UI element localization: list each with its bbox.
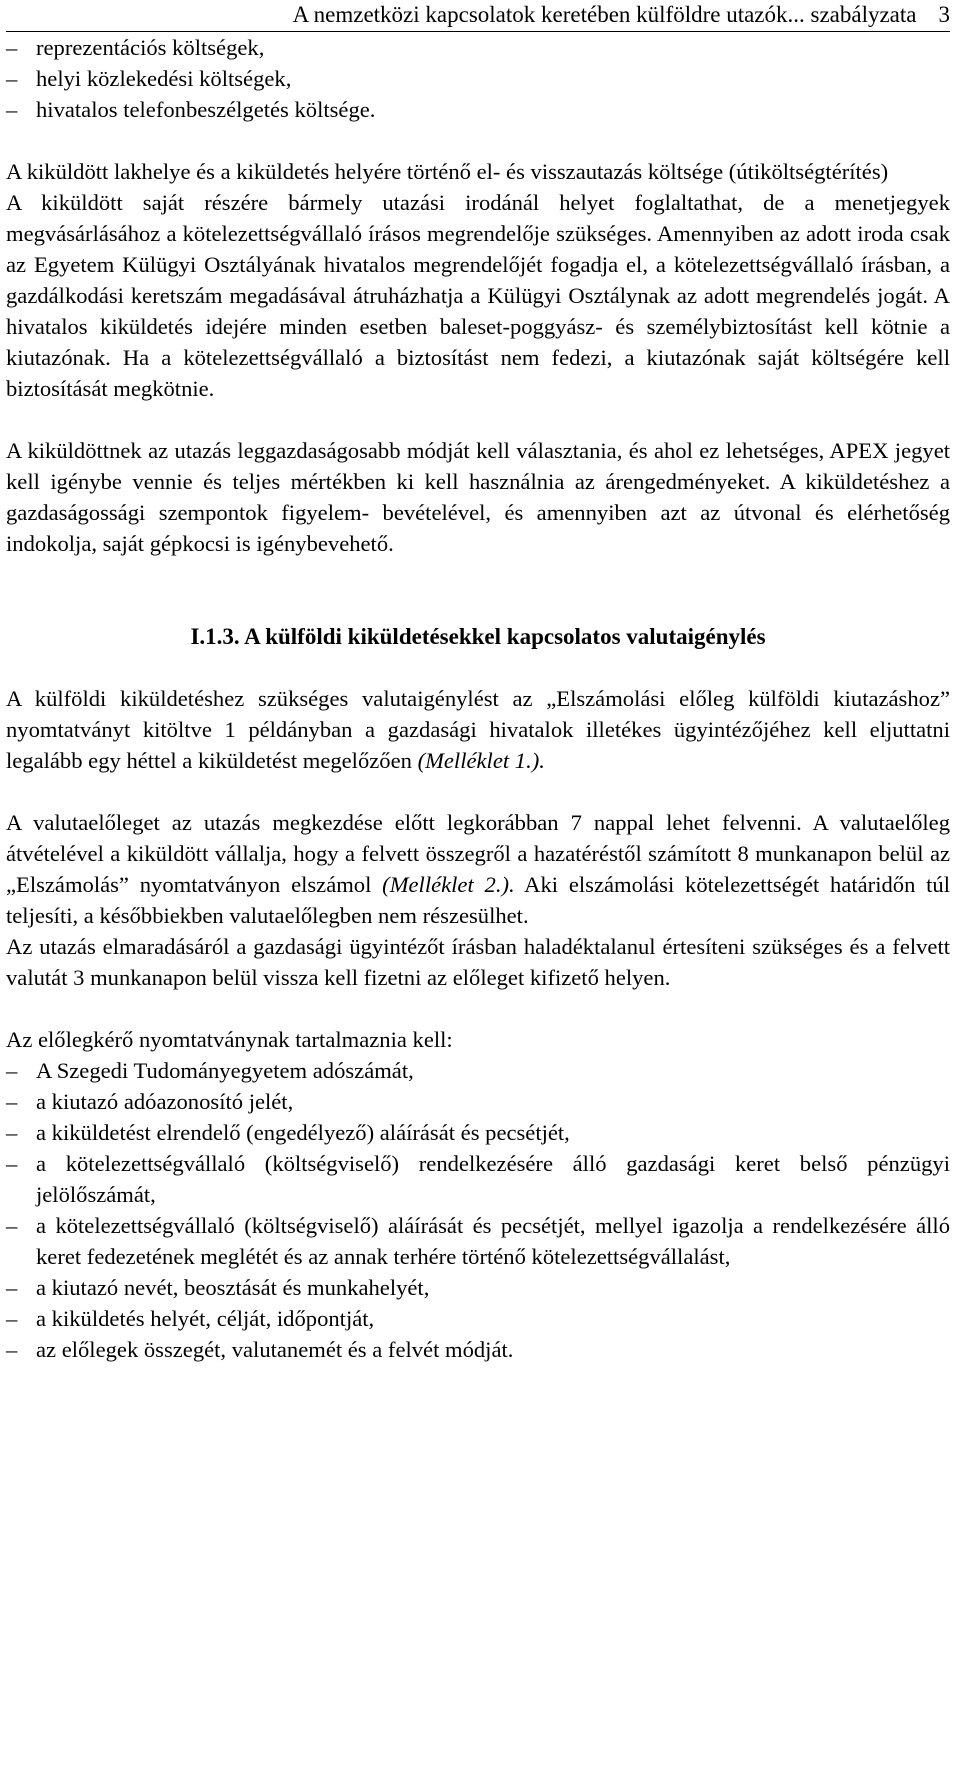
list-item: – A Szegedi Tudományegyetem adószámát, — [6, 1055, 950, 1086]
list-item: – a kiküldetést elrendelő (engedélyező) aláírását és pecsétjét, — [6, 1117, 950, 1148]
list-item: – a kiutazó nevét, beosztását és munkahelyét, — [6, 1272, 950, 1303]
advance-text-continued: Aki elszámolási kötelezettségét határidőn túl teljesíti, a későbbiekben valutaelőlegben nem részesülhet. — [6, 872, 950, 928]
cancellation-paragraph: Az utazás elmaradásáról a gazdasági ügyintézőt írásban haladéktalanul értesíteni szükséges és a felvett valutát 3 munkanapon belül vissza kell fizetni az előleget kifizető helyen. — [6, 934, 950, 990]
travel-cost-title: A kiküldött lakhelye és a kiküldetés helyére történő el- és visszautazás költsége (útiköltségtérítés) — [6, 159, 889, 184]
currency-request-paragraph — [6, 683, 950, 776]
apex-paragraph: A kiküldöttnek az utazás leggazdaságosabb módját kell választania, és ahol ez lehetséges, APEX jegyet kell igénybe vennie és teljes mértékben ki kell használnia az árengedményeket. A kiküldetéshez a gazdaságossági szempontok figyelem- bevételével, és amennyiben azt az útvonal és elérhetőség indokolja, saját gépkocsi is igénybevehető. — [6, 438, 950, 556]
form-requirements-intro: Az előlegkérő nyomtatványnak tartalmaznia kell: — [6, 1027, 453, 1052]
list-item: – az előlegek összegét, valutanemét és a felvét módját. — [6, 1334, 950, 1365]
running-header — [6, 0, 950, 32]
form-requirements-list — [6, 1055, 950, 1365]
list-item: – hivatalos telefonbeszélgetés költsége. — [6, 94, 950, 125]
list-item: – a kötelezettségvállaló (költségviselő) aláírását és pecsétjét, mellyel igazolja a rendelkezésére álló keret fedezetének meglétét és az annak terhére történő kötelezettségvállalást, — [6, 1210, 950, 1272]
list-item: – a kiküldetés helyét, célját, időpontját, — [6, 1303, 950, 1334]
annex-reference: (Melléklet 1.). — [417, 748, 545, 773]
list-item: – reprezentációs költségek, — [6, 32, 950, 63]
annex-reference: (Melléklet 2.). — [382, 872, 515, 897]
travel-cost-body: A kiküldött saját részére bármely utazási irodánál helyet foglaltathat, de a menetjegyek megvásárlásához a kötelezettségvállaló írásos megrendelője szükséges. Amennyiben az adott iroda csak az Egyetem Külügyi Osztályának hivatalos megrendelőjét fogadja el, a kötelezettségvállaló írásban, a gazdálkodási keretszám megadásával átruházhatja a Külügyi Osztálynak az adott megrendelés jogát. A hivatalos kiküldetés idejére minden esetben baleset-poggyász- és személybiztosítást kell kötnie a kiutazónak. Ha a kötelezettségvállaló a biztosítást nem fedezi, a kiutazónak saját költségére kell biztosítását megkötnie. — [6, 190, 950, 401]
advance-text: A valutaelőleget az utazás megkezdése előtt legkorábban 7 nappal lehet felvenni. A valutaelőleg átvételével a kiküldött vállalja, hogy a felvett összegről a hazatéréstől számított 8 munkanapon belül az „Elszámolás” nyomtatványon elszámol — [6, 810, 950, 897]
list-item: – a kiutazó adóazonosító jelét, — [6, 1086, 950, 1117]
page-number: 3 — [938, 2, 950, 27]
advance-paragraph — [6, 807, 950, 931]
list-item: – helyi közlekedési költségek, — [6, 63, 950, 94]
cost-list — [6, 32, 950, 125]
section-heading: I.1.3. A külföldi kiküldetésekkel kapcsolatos valutaigénylés — [190, 624, 766, 649]
list-item: – a kötelezettségvállaló (költségviselő) rendelkezésére álló gazdasági keret belső pénzügyi jelölőszámát, — [6, 1148, 950, 1210]
currency-request-text: A külföldi kiküldetéshez szükséges valutaigénylést az „Elszámolási előleg külföldi kiutazáshoz” nyomtatványt kitöltve 1 példányban a gazdasági hivatalok illetékes ügyintézőjéhez kell eljuttatni legalább egy héttel a kiküldetést megelőzően — [6, 686, 950, 773]
header-title: A nemzetközi kapcsolatok keretében külföldre utazók... szabályzata — [292, 2, 917, 27]
document-body — [6, 32, 950, 1365]
